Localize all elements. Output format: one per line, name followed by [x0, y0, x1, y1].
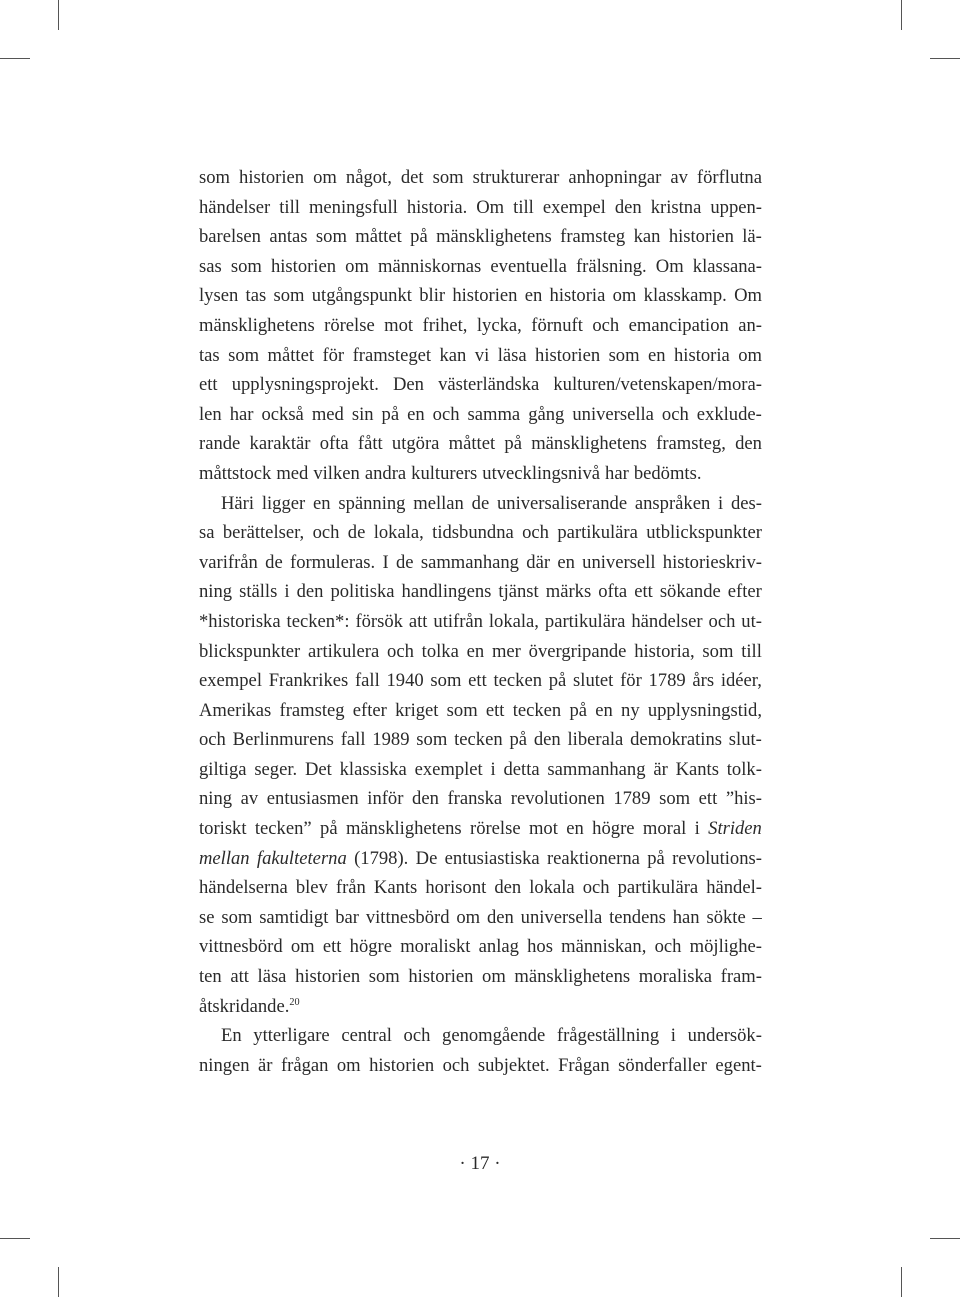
text-line: rande karaktär ofta fått utgöra måttet på mänsklighetens framsteg, den: [199, 433, 762, 455]
text-line: och Berlinmurens fall 1989 som tecken på den liberala demokratins slut-: [199, 729, 762, 751]
text-line: vittnesbörd om ett högre moraliskt anlag hos människan, och möjlighe-: [199, 936, 762, 958]
text-line: giltiga seger. Det klassiska exemplet i detta sammanhang är Kants tolk-: [199, 758, 762, 780]
crop-mark-top-left-vertical: [58, 0, 59, 30]
paragraph: [199, 1021, 762, 1080]
text-line: ning ställs i den politiska handlingens tjänst märks ofta ett sökande efter: [199, 581, 762, 603]
text-line: sas som historien om människornas eventuella frälsning. Om klassana-: [199, 255, 762, 277]
text-line: mellan fakulteterna (1798). De entusiastiska reaktionerna på revolutions-: [199, 847, 762, 869]
text-line: sa berättelser, och de lokala, tidsbundna och partikulära utblickspunkter: [199, 522, 762, 544]
text-line: toriskt tecken” på mänsklighetens rörelse mot en högre moral i Striden: [199, 818, 762, 840]
page-number: · 17 ·: [459, 1153, 501, 1174]
text-line: åtskridande.$^{20}$: [199, 995, 300, 1017]
text-line: lysen tas som utgångspunkt blir historien en historia om klasskamp. Om: [199, 285, 762, 307]
crop-mark-top-right-vertical: [901, 0, 902, 30]
crop-mark-bottom-right-vertical: [901, 1267, 902, 1297]
text-line: Häri ligger en spänning mellan de universaliserande anspråken i des-: [221, 492, 762, 514]
text-line: ett upplysningsprojekt. Den västerländska kulturen/vetenskapen/mora-: [199, 374, 762, 396]
text-line: varifrån de formuleras. I de sammanhang där en universell historieskriv-: [199, 551, 762, 573]
body-text: [199, 163, 762, 1080]
text-line: mänsklighetens rörelse mot frihet, lycka, förnuft och emancipation an-: [199, 314, 762, 336]
text-line: måttstock med vilken andra kulturers utvecklingsnivå har bedömts.: [199, 462, 702, 484]
text-line: ningen är frågan om historien och subjektet. Frågan sönderfaller egent-: [199, 1054, 762, 1076]
text-line: exempel Frankrikes fall 1940 som ett tecken på slutet för 1789 års idéer,: [199, 670, 762, 692]
text-line: händelser till meningsfull historia. Om till exempel den kristna uppen-: [199, 196, 762, 218]
text-line: En ytterligare central och genomgående frågeställning i undersök-: [221, 1025, 762, 1047]
paragraph: [199, 489, 762, 1022]
text-line: som historien om något, det som strukturerar anhopningar av förflutna: [199, 167, 762, 188]
text-line: ten att läsa historien som historien om mänsklighetens moraliska fram-: [199, 966, 762, 988]
crop-mark-top-left-horizontal: [0, 58, 30, 59]
text-line: ning av entusiasmen inför den franska revolutionen 1789 som ett ”his-: [199, 788, 762, 810]
text-line: blickspunkter artikulera och tolka en mer övergripande historia, som till: [199, 640, 762, 662]
crop-mark-bottom-left-vertical: [58, 1267, 59, 1297]
crop-mark-bottom-right-horizontal: [930, 1238, 960, 1239]
text-line: barelsen antas som måttet på mänsklighetens framsteg kan historien lä-: [199, 226, 762, 248]
text-line: Amerikas framsteg efter kriget som ett tecken på en ny upplysningstid,: [199, 699, 762, 721]
paragraph: [199, 163, 762, 489]
text-line: se som samtidigt bar vittnesbörd om den universella tendens han sökte –: [199, 906, 762, 928]
text-line: *historiska tecken*: försök att utifrån lokala, partikulära händelser och ut-: [199, 610, 762, 632]
crop-mark-bottom-left-horizontal: [0, 1238, 30, 1239]
text-line: händelserna blev från Kants horisont den lokala och partikulära händel-: [199, 877, 762, 899]
crop-mark-top-right-horizontal: [930, 58, 960, 59]
text-line: tas som måttet för framsteget kan vi läsa historien som en historia om: [199, 344, 762, 366]
text-line: len har också med sin på en och samma gång universella och exklude-: [199, 403, 762, 425]
